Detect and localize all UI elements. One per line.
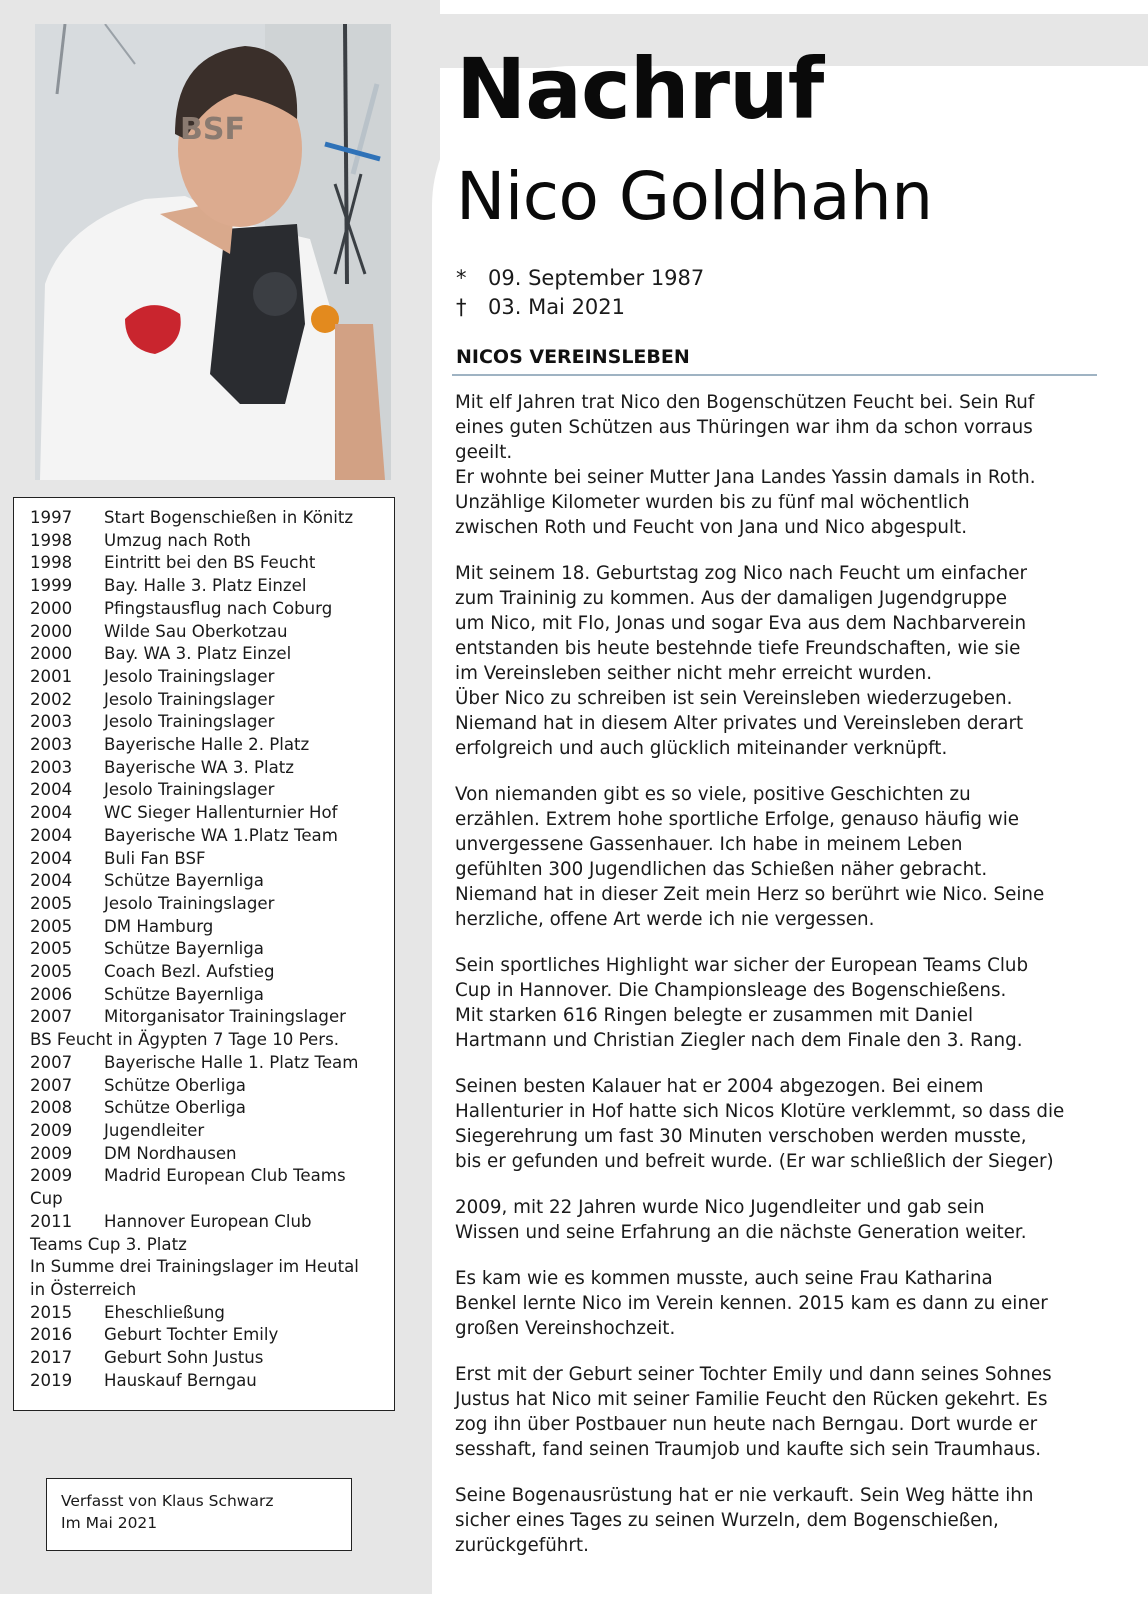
timeline-year: 2005 xyxy=(30,893,73,913)
timeline-event: Jesolo Trainingslager xyxy=(104,666,275,686)
timeline-event: Wilde Sau Oberkotzau xyxy=(104,621,288,641)
timeline-event: Eheschließung xyxy=(104,1302,225,1322)
timeline-entry xyxy=(30,1097,394,1120)
timeline-event: Jugendleiter xyxy=(104,1120,205,1140)
timeline-event: Start Bogenschießen in Könitz xyxy=(104,508,354,527)
paragraph-line: Niemand hat in dieser Zeit mein Herz so berührt wie Nico. Seine xyxy=(455,884,1045,905)
paragraph-line: erfolgreich und auch glücklich miteinander verknüpft. xyxy=(455,738,948,759)
paragraph-line: erzählen. Extrem hohe sportliche Erfolge, genauso häufig wie xyxy=(455,809,1020,830)
timeline-event: Schütze Bayernliga xyxy=(104,871,264,891)
timeline-year: 2004 xyxy=(30,803,73,823)
timeline-year: 2005 xyxy=(30,916,73,936)
paragraph-line: Mit seinem 18. Geburtstag zog Nico nach Feucht um einfacher xyxy=(455,563,1027,584)
timeline-event: Jesolo Trainingslager xyxy=(104,712,275,732)
timeline-year: 2007 xyxy=(30,1007,73,1027)
obituary-paragraph xyxy=(455,390,1105,540)
paragraph-line: geeilt. xyxy=(455,442,513,463)
timeline-year: 2017 xyxy=(30,1348,73,1368)
author-date: Im Mai 2021 xyxy=(61,1514,158,1532)
timeline-entry xyxy=(30,1075,394,1098)
timeline-year: 2016 xyxy=(30,1325,73,1345)
timeline-year: 2003 xyxy=(30,712,73,732)
timeline-entry xyxy=(30,1120,394,1143)
timeline-entry xyxy=(30,552,394,575)
timeline-event: Bay. WA 3. Platz Einzel xyxy=(104,644,292,664)
timeline-entry: BS Feucht in Ägypten 7 Tage 10 Pers. xyxy=(30,1030,339,1050)
paragraph-line: Hartmann und Christian Ziegler nach dem Finale den 3. Rang. xyxy=(455,1030,1023,1051)
death-cross-icon: † xyxy=(456,295,467,319)
timeline-event: Umzug nach Roth xyxy=(104,530,251,550)
timeline-event: Hauskauf Berngau xyxy=(104,1370,257,1390)
timeline-entry xyxy=(30,984,394,1007)
timeline-event: DM Nordhausen xyxy=(104,1143,237,1163)
paragraph-line: zog ihn über Postbauer nun heute nach Berngau. Dort wurde er xyxy=(455,1414,1038,1435)
paragraph-line: Unzählige Kilometer wurden bis zu fünf mal wöchentlich xyxy=(455,492,970,513)
obituary-paragraph xyxy=(455,953,1105,1053)
obituary-paragraph xyxy=(455,561,1105,761)
timeline-entry xyxy=(30,848,394,871)
timeline-entry xyxy=(30,643,394,666)
timeline-event: Hannover European Club xyxy=(104,1211,312,1231)
paragraph-line: im Vereinsleben seither nicht mehr erreicht wurden. xyxy=(455,663,933,684)
paragraph-line: zwischen Roth und Feucht von Jana und Nico abgespult. xyxy=(455,517,968,538)
paragraph-line: Über Nico zu schreiben ist sein Vereinsleben wiederzugeben. xyxy=(455,688,1013,709)
timeline-event: Schütze Oberliga xyxy=(104,1075,246,1095)
timeline-entry xyxy=(30,1006,394,1029)
timeline-event: Schütze Bayernliga xyxy=(104,939,264,959)
timeline-event: Bayerische WA 3. Platz xyxy=(104,757,295,777)
paragraph-line: großen Vereinshochzeit. xyxy=(455,1318,676,1339)
timeline-event: Buli Fan BSF xyxy=(104,848,206,868)
timeline-event: Jesolo Trainingslager xyxy=(104,780,275,800)
timeline-box xyxy=(13,497,395,1411)
timeline-event: Coach Bezl. Aufstieg xyxy=(104,962,275,982)
timeline-entry xyxy=(30,802,394,825)
timeline-entry xyxy=(30,1165,394,1188)
timeline-event: Jesolo Trainingslager xyxy=(104,689,275,709)
paragraph-line: eines guten Schützen aus Thüringen war ihm da schon vorraus xyxy=(455,417,1033,438)
paragraph-line: Siegerehrung um fast 30 Minuten verschoben werden musste, xyxy=(455,1126,1027,1147)
timeline-entry xyxy=(30,689,394,712)
timeline-entry xyxy=(30,1370,394,1393)
paragraph-line: Er wohnte bei seiner Mutter Jana Landes Yassin damals in Roth. xyxy=(455,467,1036,488)
timeline-entry xyxy=(30,507,394,530)
timeline-year: 2003 xyxy=(30,735,73,755)
paragraph-line: 2009, mit 22 Jahren wurde Nico Jugendleiter und gab sein xyxy=(455,1197,985,1218)
timeline-year: 1998 xyxy=(30,530,73,550)
page-title: Nachruf xyxy=(456,40,824,138)
obituary-paragraph xyxy=(455,1074,1105,1174)
obituary-paragraph xyxy=(455,1362,1105,1462)
timeline-entry xyxy=(30,757,394,780)
timeline-year: 2007 xyxy=(30,1052,73,1072)
timeline-entry: In Summe drei Trainingslager im Heutal xyxy=(30,1257,359,1277)
death-date: 03. Mai 2021 xyxy=(488,295,626,319)
section-divider xyxy=(452,374,1097,376)
paragraph-line: bis er gefunden und befreit wurde. (Er war schließlich der Sieger) xyxy=(455,1151,1054,1172)
timeline-year: 2015 xyxy=(30,1302,73,1322)
timeline-entry xyxy=(30,666,394,689)
paragraph-line: sesshaft, fand seinen Traumjob und kaufte sich sein Traumhaus. xyxy=(455,1439,1042,1460)
timeline-entry xyxy=(30,1211,394,1234)
timeline-event: DM Hamburg xyxy=(104,916,214,936)
obituary-paragraph xyxy=(455,782,1105,932)
section-heading: NICOS VEREINSLEBEN xyxy=(456,346,690,368)
timeline-event: Bayerische Halle 1. Platz Team xyxy=(104,1052,359,1072)
timeline-entry xyxy=(30,870,394,893)
timeline-event: Mitorganisator Trainingslager xyxy=(104,1007,346,1027)
timeline-event: Madrid European Club Teams xyxy=(104,1166,346,1186)
timeline-entry xyxy=(30,1347,394,1370)
timeline-entry xyxy=(30,916,394,939)
timeline-event: WC Sieger Hallenturnier Hof xyxy=(104,803,338,823)
timeline-event: Bayerische WA 1.Platz Team xyxy=(104,825,338,845)
timeline-year: 2007 xyxy=(30,1075,73,1095)
timeline-year: 2008 xyxy=(30,1098,73,1118)
timeline-year: 2005 xyxy=(30,939,73,959)
timeline-entry xyxy=(30,734,394,757)
author-box xyxy=(46,1478,352,1551)
timeline-year: 2004 xyxy=(30,780,73,800)
timeline-year: 2004 xyxy=(30,825,73,845)
timeline-year: 2009 xyxy=(30,1166,73,1186)
timeline-event: Geburt Tochter Emily xyxy=(104,1325,279,1345)
paragraph-line: Erst mit der Geburt seiner Tochter Emily und dann seines Sohnes xyxy=(455,1364,1052,1385)
timeline-entry: Teams Cup 3. Platz xyxy=(30,1234,187,1254)
death-date-row xyxy=(456,293,704,322)
timeline-entry xyxy=(30,779,394,802)
paragraph-line: um Nico, mit Flo, Jonas und sogar Eva aus dem Nachbarverein xyxy=(455,613,1027,634)
timeline-entry xyxy=(30,1302,394,1325)
paragraph-line: Von niemanden gibt es so viele, positive Geschichten zu xyxy=(455,784,971,805)
timeline-year: 2019 xyxy=(30,1370,73,1390)
obituary-paragraph xyxy=(455,1483,1105,1558)
timeline-year: 2003 xyxy=(30,757,73,777)
paragraph-line: zum Traininig zu kommen. Aus der damaligen Jugendgruppe xyxy=(455,588,1008,609)
paragraph-line: Seine Bogenausrüstung hat er nie verkauft. Sein Weg hätte ihn xyxy=(455,1485,1034,1506)
timeline-entry xyxy=(30,598,394,621)
timeline-event: Pfingstausflug nach Coburg xyxy=(104,598,333,618)
paragraph-line: zurückgeführt. xyxy=(455,1535,589,1556)
paragraph-line: Hallenturier in Hof hatte sich Nicos Klotüre verklemmt, so dass die xyxy=(455,1101,1065,1122)
paragraph-line: Justus hat Nico mit seiner Familie Feucht den Rücken gekehrt. Es xyxy=(455,1389,1048,1410)
timeline-year: 2005 xyxy=(30,962,73,982)
timeline-entry xyxy=(30,825,394,848)
timeline-year: 2004 xyxy=(30,871,73,891)
paragraph-line: Mit elf Jahren trat Nico den Bogenschützen Feucht bei. Sein Ruf xyxy=(455,392,1035,413)
paragraph-line: Mit starken 616 Ringen belegte er zusammen mit Daniel xyxy=(455,1005,974,1026)
timeline-event: Bay. Halle 3. Platz Einzel xyxy=(104,576,307,596)
timeline-entry: Cup xyxy=(30,1189,63,1209)
portrait-photo xyxy=(35,24,391,480)
deceased-name: Nico Goldhahn xyxy=(456,158,933,235)
timeline-entry xyxy=(30,1143,394,1166)
paragraph-line: herzliche, offene Art werde ich nie vergessen. xyxy=(455,909,875,930)
paragraph-line: gefühlten 300 Jugendlichen das Schießen näher gebracht. xyxy=(455,859,988,880)
life-dates xyxy=(456,264,704,322)
paragraph-line: Seinen besten Kalauer hat er 2004 abgezogen. Bei einem xyxy=(455,1076,984,1097)
timeline-event: Schütze Bayernliga xyxy=(104,984,264,1004)
timeline-year: 1997 xyxy=(30,508,73,527)
timeline-entry: in Österreich xyxy=(30,1279,137,1299)
birth-star-icon: * xyxy=(456,266,467,290)
timeline-year: 2009 xyxy=(30,1120,73,1140)
timeline-year: 1998 xyxy=(30,553,73,573)
timeline-year: 2011 xyxy=(30,1211,73,1231)
paragraph-line: Es kam wie es kommen musste, auch seine Frau Katharina xyxy=(455,1268,993,1289)
timeline-entry xyxy=(30,575,394,598)
birth-date-row xyxy=(456,264,704,293)
obituary-text xyxy=(455,390,1105,1579)
timeline-year: 2009 xyxy=(30,1143,73,1163)
obituary-paragraph xyxy=(455,1195,1105,1245)
timeline-event: Schütze Oberliga xyxy=(104,1098,246,1118)
timeline-entry xyxy=(30,961,394,984)
hair-logo: BSF xyxy=(180,112,245,147)
timeline-year: 1999 xyxy=(30,576,73,596)
timeline-event: Jesolo Trainingslager xyxy=(104,893,275,913)
paragraph-line: sicher eines Tages zu seinen Wurzeln, dem Bogenschießen, xyxy=(455,1510,999,1531)
paragraph-line: Niemand hat in diesem Alter privates und Vereinsleben derart xyxy=(455,713,1024,734)
birth-date: 09. September 1987 xyxy=(488,266,705,290)
paragraph-line: Wissen und seine Erfahrung an die nächste Generation weiter. xyxy=(455,1222,1027,1243)
timeline-year: 2000 xyxy=(30,621,73,641)
paragraph-line: unvergessene Gassenhauer. Ich habe in meinem Leben xyxy=(455,834,963,855)
author-name: Verfasst von Klaus Schwarz xyxy=(61,1492,274,1510)
obituary-paragraph xyxy=(455,1266,1105,1341)
timeline-year: 2002 xyxy=(30,689,73,709)
paragraph-line: Sein sportliches Highlight war sicher der European Teams Club xyxy=(455,955,1029,976)
timeline-year: 2000 xyxy=(30,644,73,664)
timeline-event: Eintritt bei den BS Feucht xyxy=(104,553,316,573)
timeline-event: Geburt Sohn Justus xyxy=(104,1348,264,1368)
paragraph-line: Benkel lernte Nico im Verein kennen. 2015 kam es dann zu einer xyxy=(455,1293,1048,1314)
timeline-entry xyxy=(30,711,394,734)
paragraph-line: Cup in Hannover. Die Championsleage des Bogenschießens. xyxy=(455,980,1007,1001)
timeline-entry xyxy=(30,893,394,916)
timeline-year: 2004 xyxy=(30,848,73,868)
timeline-year: 2006 xyxy=(30,984,73,1004)
timeline-entry xyxy=(30,938,394,961)
timeline-year: 2000 xyxy=(30,598,73,618)
timeline-year: 2001 xyxy=(30,666,73,686)
timeline-entry xyxy=(30,530,394,553)
timeline-event: Bayerische Halle 2. Platz xyxy=(104,735,310,755)
timeline-entry xyxy=(30,621,394,644)
timeline-entry xyxy=(30,1324,394,1347)
paragraph-line: entstanden bis heute bestehnde tiefe Freundschaften, wie sie xyxy=(455,638,1021,659)
timeline-entry xyxy=(30,1052,394,1075)
